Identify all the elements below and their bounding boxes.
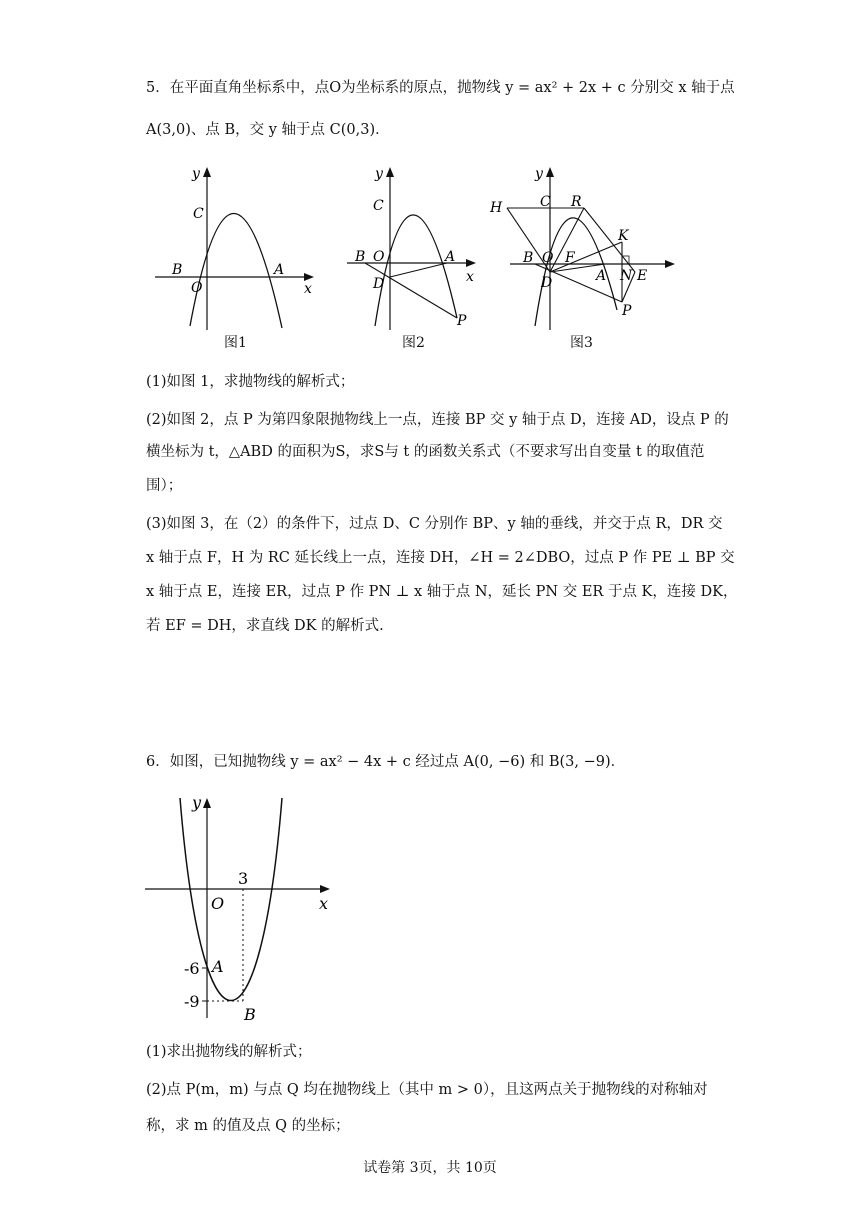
fig3-f-label: F xyxy=(565,250,575,266)
fig3-o-label: O xyxy=(542,250,554,266)
q6-y-label: y xyxy=(192,793,202,812)
fig3-e-label: E xyxy=(637,268,648,284)
q5-figure-2 xyxy=(345,160,480,335)
fig2-x-label: x xyxy=(466,269,474,285)
q5-part3-line4: 若 EF = DH，求直线 DK 的解析式. xyxy=(146,618,384,634)
fig2-y-label: y xyxy=(375,166,383,182)
q6-part2-line2: 称，求 m 的值及点 Q 的坐标； xyxy=(146,1118,350,1134)
q5-part2-line1: (2)如图 2，点 P 为第四象限抛物线上一点，连接 BP 交 y 轴于点 D，连接 AD，设点 P 的 xyxy=(146,412,729,428)
q5-part3-line2: x 轴于点 F，H 为 RC 延长线上一点，连接 DH，∠H = 2∠DBO，过点 P 作 PE ⊥ BP 交 xyxy=(146,550,735,566)
page-footer: 试卷第 3页，共 10页 xyxy=(363,1160,497,1176)
fig1-x-label: x xyxy=(304,281,312,297)
q6-three-label: 3 xyxy=(238,869,249,888)
q6-part2-line1: (2)点 P(m，m) 与点 Q 均在抛物线上（其中 m > 0），且这两点关于抛物线的对称轴对 xyxy=(146,1082,708,1098)
fig2-d-label: D xyxy=(373,276,385,292)
fig1-a-label: A xyxy=(274,262,285,278)
fig2-a-label: A xyxy=(445,249,456,265)
q5-fig2-caption: 图2 xyxy=(402,335,425,351)
q5-part1: (1)如图 1，求抛物线的解析式； xyxy=(146,374,355,390)
fig3-h-label: H xyxy=(490,200,503,216)
q6-a-label: A xyxy=(212,957,224,976)
q6-neg6-label: -6 xyxy=(184,959,200,978)
fig1-y-label: y xyxy=(192,166,200,182)
fig3-p-label: P xyxy=(622,303,632,319)
fig1-c-label: C xyxy=(193,206,204,222)
fig3-r-label: R xyxy=(571,194,582,210)
q6-o-label: O xyxy=(211,894,225,913)
q5-figure-1 xyxy=(150,160,320,335)
q5-part3-line1: (3)如图 3，在（2）的条件下，过点 D、C 分别作 BP、y 轴的垂线，并交于点 R，DR 交 xyxy=(146,516,723,532)
fig3-d-label: D xyxy=(541,275,553,291)
q5-fig1-caption: 图1 xyxy=(224,335,247,351)
q6-figure xyxy=(140,788,340,1028)
q5-part3-line3: x 轴于点 E，连接 ER，过点 P 作 PN ⊥ x 轴于点 N，延长 PN 交 ER 于点 K，连接 DK， xyxy=(146,584,738,600)
q5-stem-line1: 5．在平面直角坐标系中，点O为坐标系的原点，抛物线 y = ax² + 2x + c 分别交 x 轴于点 xyxy=(146,80,735,96)
fig2-o-label: O xyxy=(373,249,385,265)
fig1-o-label: O xyxy=(191,280,203,296)
fig3-n-label: N xyxy=(620,268,633,284)
fig3-c-label: C xyxy=(540,194,551,210)
q5-figure-3 xyxy=(485,160,685,335)
fig1-b-label: B xyxy=(172,262,183,278)
fig2-p-label: P xyxy=(457,313,467,329)
q6-part1: (1)求出抛物线的解析式； xyxy=(146,1044,312,1060)
q6-x-label: x xyxy=(319,894,329,913)
q5-part2-line3: 围）； xyxy=(146,478,183,494)
fig3-k-label: K xyxy=(618,228,629,244)
q6-b-label: B xyxy=(244,1005,256,1024)
fig3-y-label: y xyxy=(535,166,543,182)
q5-fig3-caption: 图3 xyxy=(570,335,593,351)
q5-stem-line2: A(3,0)、点 B，交 y 轴于点 C(0,3)． xyxy=(146,122,390,138)
fig3-b-label: B xyxy=(523,250,534,266)
q6-neg9-label: -9 xyxy=(184,992,200,1011)
q6-stem: 6．如图，已知抛物线 y = ax² − 4x + c 经过点 A(0, −6) 和 B(3, −9)． xyxy=(146,754,626,770)
fig3-a-label: A xyxy=(596,268,607,284)
fig2-b-label: B xyxy=(355,249,366,265)
q5-part2-line2: 横坐标为 t，△ABD 的面积为S，求S与 t 的函数关系式（不要求写出自变量 t 的取值范 xyxy=(146,444,705,460)
fig2-c-label: C xyxy=(373,198,384,214)
